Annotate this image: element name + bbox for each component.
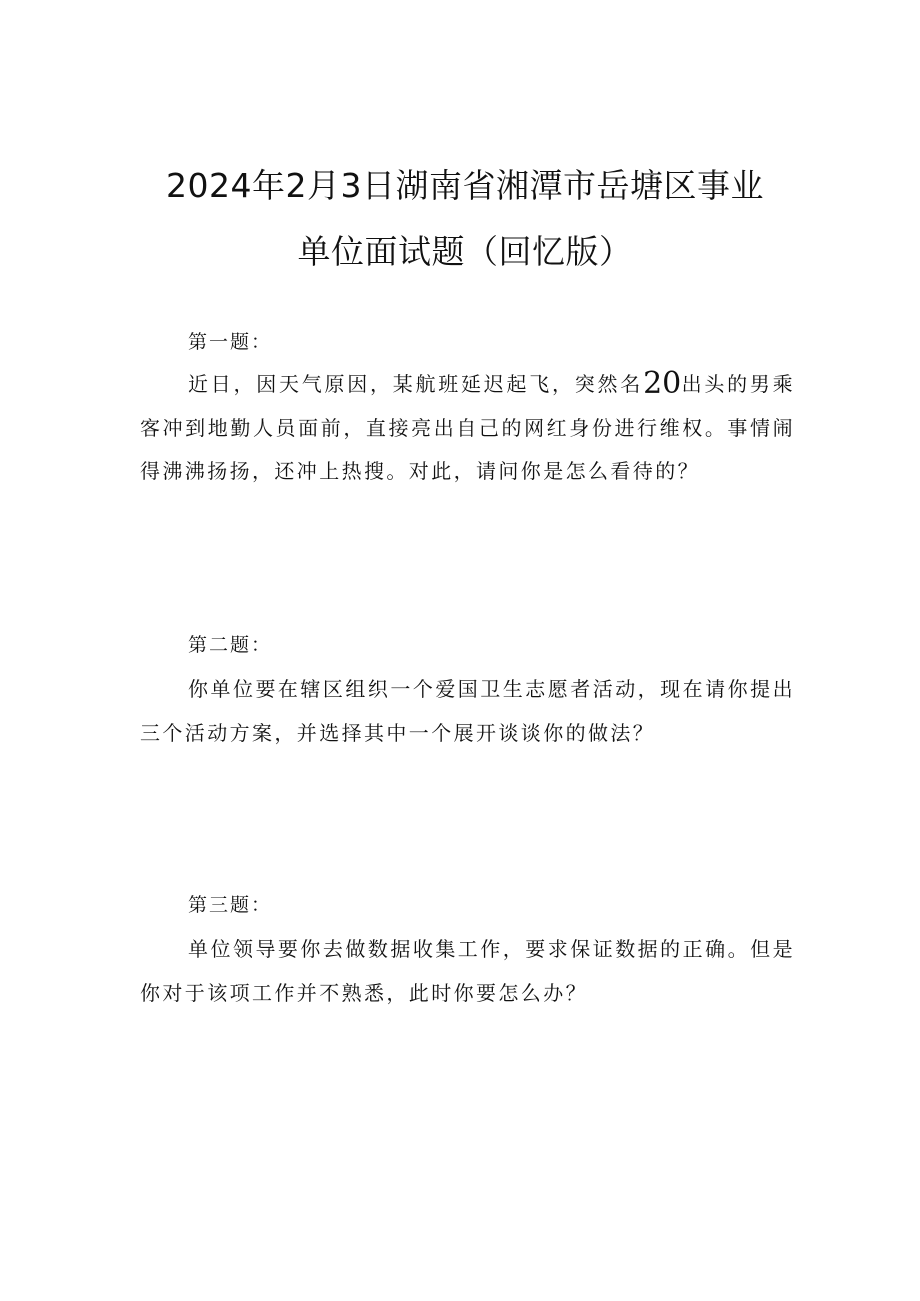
question-1-heading: 第一题： bbox=[188, 331, 273, 353]
question-1-text-before: 近日，因天气原因，某航班延迟起飞，突然名 bbox=[188, 372, 644, 396]
document-title-line-2: 单位面试题（回忆版） bbox=[297, 232, 633, 271]
document-title-line-1: 2024年2月3日湖南省湘潭市岳塘区事业 bbox=[166, 166, 764, 205]
question-1-body bbox=[140, 362, 795, 494]
question-2-body: 你单位要在辖区组织一个爱国卫生志愿者活动，现在请你提出三个活动方案，并选择其中一个展开谈谈你的做法？ bbox=[140, 677, 795, 745]
question-3-heading: 第三题： bbox=[188, 894, 273, 916]
question-1-number: 20 bbox=[643, 366, 682, 401]
question-1-text-after: 出头的男乘客冲到地勤人员面前，直接亮出自己的网红身份进行维权。事情闹得沸沸扬扬，还冲上热搜。对此，请问你是怎么看待的？ bbox=[140, 372, 796, 483]
question-2-heading: 第二题： bbox=[188, 634, 273, 656]
question-3-body: 单位领导要你去做数据收集工作，要求保证数据的正确。但是你对于该项工作并不熟悉，此时你要怎么办？ bbox=[140, 937, 795, 1005]
